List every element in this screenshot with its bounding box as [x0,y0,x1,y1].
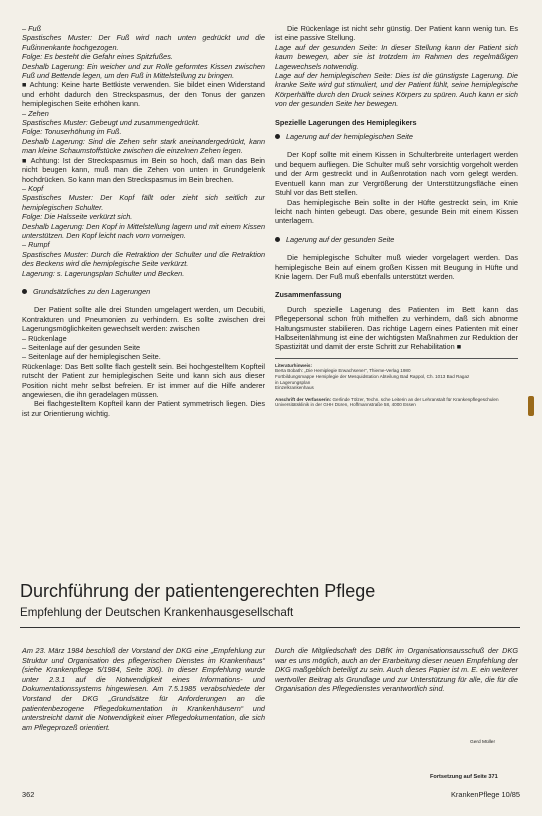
reference-item: in Lagerungsplan [275,379,311,385]
paragraph: Bei flachgestelltem Kopfteil kann der Patient symmetrisch liegen. Dies ist zur Orientierung wichtig. [22,399,265,418]
paragraph: Deshalb Lagerung: Ein weicher und zur Rolle geformtes Kissen zwischen Fuß und Bettende legen, um den Fuß in Mittelstellung zu bringen. [22,61,265,81]
section-heading-zusammenfassung: Zusammenfassung [275,290,342,300]
article-right-column [275,646,518,694]
reference-item: Fortbildungsmappe Hemiplegie der Mesquidstation Abteilung Bad Rappol, Ch. 1013 Bad Ragaz [275,373,470,379]
reference-item: Berta Bobath: „Die Hemiplegie Erwachsener“, Thieme-Verlag 1980 [275,368,411,374]
section-heading-zehen: – Zehen [22,108,49,118]
paragraph: Lage auf der gesunden Seite: In dieser Stellung kann der Patient sich kaum bewegen, aber sie ist trotzdem im Rahmen des regelmäßigen Lagewechsels notwendig. [275,42,518,71]
paragraph: Der Patient sollte alle drei Stunden umgelagert werden, um Decubiti, Kontrakturen und Pneumonien zu verhindern. Es sollte zwischen drei Lagerungsmöglichkeiten gewechselt werden: zwischen [22,305,265,334]
title-rule [20,627,520,628]
article-title: Durchführung der patientengerechten Pflege [20,581,376,601]
paragraph: Spastisches Muster: Durch die Retraktion der Schulter und die Retraktion des Beckens wird die hemiplegische Seite verkürzt. [22,249,265,269]
bullet-icon [22,289,27,294]
paragraph: Das hemiplegische Bein sollte in der Hüfte gestreckt sein, im Knie leicht nach hinten gebeugt. Das obere, gesunde Bein mit einem Kissen unterlagern. [275,197,518,226]
paragraph: Die Rückenlage ist nicht sehr günstig. Der Patient kann wenig tun. Es ist eine passive Stellung. [275,24,518,43]
left-column [22,24,265,418]
paragraph: Lage auf der hemiplegischen Seite: Dies ist die günstigste Lagerung. Die kranke Seite wird gut stimuliert, und der Patient fühlt, seine hemiplegische Körperhälfte durch den Druck seines Körpers zu spüren. Auch kann er sich von der gesunden Seite her bewegen. [275,71,518,109]
references-heading: Literaturhinweis: [275,362,313,368]
subheading-gesunde-seite: Lagerung auf der gesunden Seite [275,235,518,244]
subheading-hemiplegische-seite: Lagerung auf der hemiplegischen Seite [275,132,518,141]
article-left-column [22,646,265,732]
paragraph: Rückenlage: Das Bett sollte flach gestellt sein. Bei hochgestelltem Kopfteil rutscht der Patient zur hemiplegischen Seite und kann sich aus dieser Position nicht mehr selbst befreien. Er ist immer auf die Hilfe anderer angewiesen, die ihn geradelagen müssen. [22,361,265,400]
literature-references [275,358,518,408]
paragraph: Der Kopf sollte mit einem Kissen in Schulterbreite unterlagert werden und bequem aufliegen. Die Schulter muß sehr vorsichtig vorgeholt werden und der Arm gestreckt und in Außenrotation nach vorn gelegt werden. Eventuell kann man zur Vergrößerung der Unterstützungsfläche einen Stuhl vor das Bett stellen. [275,150,518,198]
paragraph: Durch spezielle Lagerung des Patienten im Bett kann das Pflegepersonal schon früh mithelfen zu verhindern, daß sich abnorme Haltungsmuster stabilieren. Das richtige Lagern eines Patienten mit einer Halbseitenlähmung ist eine der wichtigsten Maßnahmen zur Reduktion der Spastizität und damit der erste Schritt zur Rehabilitation ■ [275,304,518,352]
list-item: – Seitenlage auf der gesunden Seite [22,343,141,352]
section-heading-fuss: – Fuß [22,24,42,33]
section-heading-spezielle-lagerungen: Spezielle Lagerungen des Hemiplegikers [275,117,417,127]
paragraph: Spastisches Muster: Der Fuß wird nach unten gedrückt und die Fußinnenkante hochgezogen. [22,33,265,52]
paragraph: Folge: Die Halsseite verkürzt sich. [22,212,133,222]
paragraph: Lagerung: s. Lagerungsplan Schulter und Becken. [22,268,185,278]
paragraph: Spastisches Muster: Gebeugt und zusammengedrückt. [22,118,200,128]
paragraph: Die hemiplegische Schulter muß wieder vorgelagert werden. Das hemiplegische Bein auf einem großen Kissen mit Beugung in Hüfte und Knie lagern. Der Fuß muß ebenfalls unterstützt werden. [275,253,518,281]
section-heading-kopf: – Kopf [22,183,44,193]
section-heading-rumpf: – Rumpf [22,240,50,250]
paragraph: Folge: Tonuserhöhung im Fuß. [22,127,122,137]
list-item: – Seitenlage auf der hemiplegischen Seite. [22,352,161,362]
paragraph: Spastisches Muster: Der Kopf fällt oder zieht sich seitlich zur hemiplegischen Schulter. [22,193,265,212]
signature: Gerd Müller [470,740,496,745]
paragraph: Durch die Mitgliedschaft des DBfK im Organisationsausschuß der DKG war es uns möglich, auch an der Erarbeitung dieser neuen Empfehlung der DKG maßgeblich beteiligt zu sein. Auch dieses Papier ist m. E. ein weiterer wertvoller Beitrag als Grundlage und zur Unterstützung für alle, die für die Organisation des Pflegedienstes verantwortlich sind. [275,646,518,694]
paragraph-note: ■ Achtung: Ist der Streckspasmus im Bein so hoch, daß man das Bein nicht beugen kann, muß man die Zehen von unten in Grundgelenk hochdrücken. So kann man den Streckspasmus im Bein brechen. [22,155,265,184]
paragraph: Folge: Es besteht die Gefahr eines Spitzfußes. [22,52,173,62]
paragraph: Deshalb Lagerung: Sind die Zehen sehr stark aneinandergedrückt, kann man kleine Schaumstoffstücke zwischen die einzelnen Zehen legen. [22,136,265,156]
continuation-note: Fortsetzung auf Seite 371 [430,774,498,780]
bullet-icon [275,134,280,139]
author-address: Anschrift der Verfasserin: Gerlinde Tölzer, Techn. sche Leiterin an der Lehranstalt für Krankenpflegeschulen Universitätsklinik in der GHH Düren, Hoffmannstraße 58, 4000 Essen [275,396,499,408]
right-column [275,24,518,408]
list-item: – Rückenlage [22,333,67,343]
page-edge-marker [528,396,534,416]
paragraph-note: ■ Achtung: Keine harte Bettkiste verwenden. Sie bildet einen Widerstand und erhöht dadurch den Streckspasmus, der den Tonus der ganzen hemiplegischen Seite erhöhen kann. [22,80,265,109]
paragraph: Deshalb Lagerung: Den Kopf in Mittelstellung lagern und mit einem Kissen unterstützen. Den Kopf leicht nach vorn vorneigen. [22,221,265,240]
paragraph: Am 23. März 1984 beschloß der Vorstand der DKG eine „Empfehlung zur Struktur und Organisation des pflegerischen Dienstes im Krankenhaus“ (siehe Krankenpflege 5/1984, Seite 306). In dieser Empfehlung wurde unter 2.3.1 auf die Notwendigkeit eines Informations- und Dokumentationssystems hingewiesen. Am 7.5.1985 verabschiedete der Vorstand der DKG „Grundsätze für Anforderungen an die patientenbezogene Pflegedokumentation in Krankenhäusern“ und unterstreicht damit die Notwendigkeit einer Pflegedokumentation, die sich am Pflegeprozeß orientiert. [22,646,265,732]
article-subtitle: Empfehlung der Deutschen Krankenhausgesellschaft [20,606,294,619]
page-number: 362 [22,790,35,799]
subheading-grundsaetzliches: Grundsätzliches zu den Lagerungen [22,287,265,296]
bullet-icon [275,237,280,242]
reference-item: Einzelkrankenhaus [275,385,314,391]
journal-issue: KrankenPflege 10/85 [450,790,520,799]
